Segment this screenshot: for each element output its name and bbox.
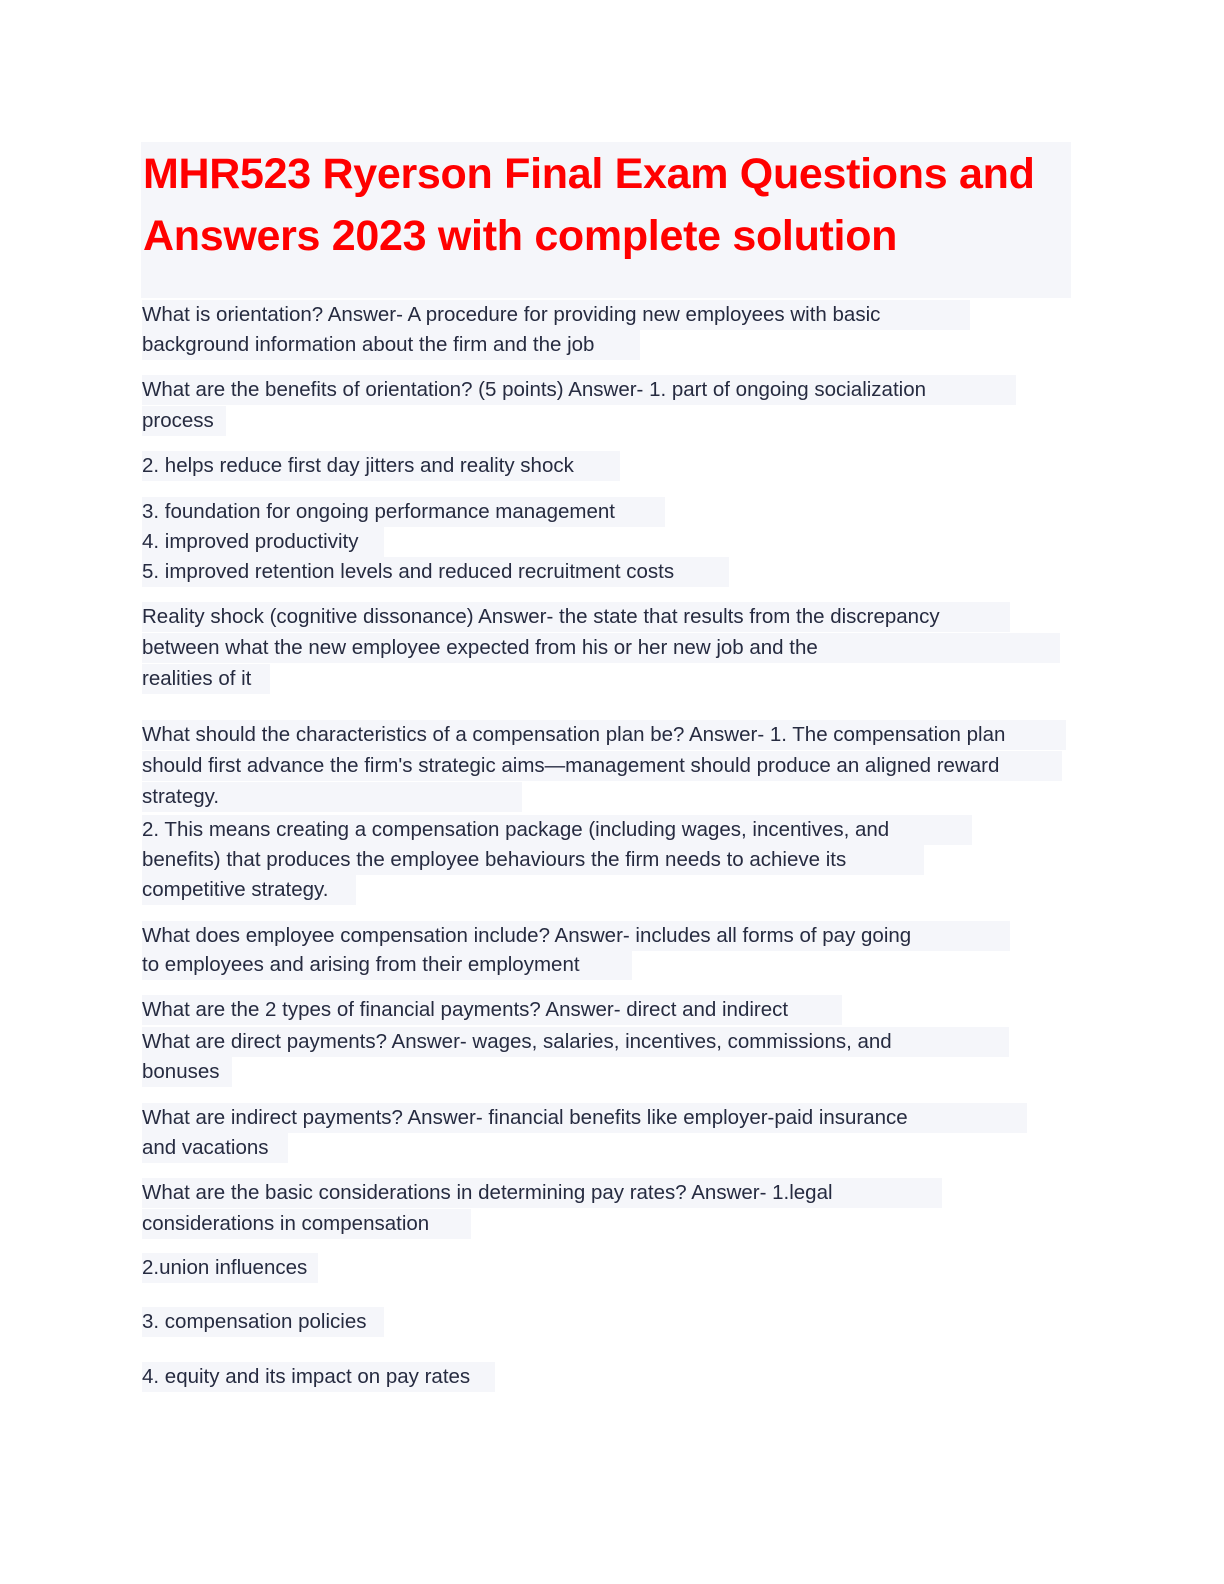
text-line: background information about the firm and the job — [142, 330, 640, 360]
text-line: and vacations — [142, 1133, 288, 1163]
text-line: What are direct payments? Answer- wages, salaries, incentives, commissions, and — [142, 1027, 1009, 1057]
text-line: realities of it — [142, 664, 270, 694]
document-title-line-1: MHR523 Ryerson Final Exam Questions and — [143, 150, 1035, 198]
document-title-line-2: Answers 2023 with complete solution — [143, 212, 898, 260]
text-line: What are the 2 types of financial payments? Answer- direct and indirect — [142, 995, 842, 1025]
text-line: Reality shock (cognitive dissonance) Answer- the state that results from the discrepancy — [142, 602, 1010, 632]
text-line: What are indirect payments? Answer- financial benefits like employer-paid insurance — [142, 1103, 1027, 1133]
text-line: competitive strategy. — [142, 875, 356, 905]
text-line: process — [142, 406, 226, 436]
text-line: 2. helps reduce first day jitters and reality shock — [142, 451, 620, 481]
text-line: to employees and arising from their employment — [142, 950, 632, 980]
text-line: between what the new employee expected from his or her new job and the — [142, 633, 1060, 663]
text-line: 3. foundation for ongoing performance management — [142, 497, 665, 527]
text-line: What are the basic considerations in determining pay rates? Answer- 1.legal — [142, 1178, 942, 1208]
text-line: 2.union influences — [142, 1253, 318, 1283]
text-line: What are the benefits of orientation? (5 points) Answer- 1. part of ongoing socialization — [142, 375, 1016, 405]
text-line: 3. compensation policies — [142, 1307, 384, 1337]
text-line: What does employee compensation include? Answer- includes all forms of pay going — [142, 921, 1010, 951]
text-line: What should the characteristics of a compensation plan be? Answer- 1. The compensation plan — [142, 720, 1066, 750]
text-line: 4. improved productivity — [142, 527, 384, 557]
text-line: 4. equity and its impact on pay rates — [142, 1362, 495, 1392]
text-line: benefits) that produces the employee behaviours the firm needs to achieve its — [142, 845, 924, 875]
text-line: considerations in compensation — [142, 1209, 471, 1239]
text-line: bonuses — [142, 1057, 232, 1087]
text-line: 5. improved retention levels and reduced recruitment costs — [142, 557, 729, 587]
text-line: What is orientation? Answer- A procedure for providing new employees with basic — [142, 300, 970, 330]
text-line: should first advance the firm's strategic aims—management should produce an aligned reward — [142, 751, 1062, 781]
text-line: 2. This means creating a compensation package (including wages, incentives, and — [142, 815, 972, 845]
text-line: strategy. — [142, 782, 522, 812]
